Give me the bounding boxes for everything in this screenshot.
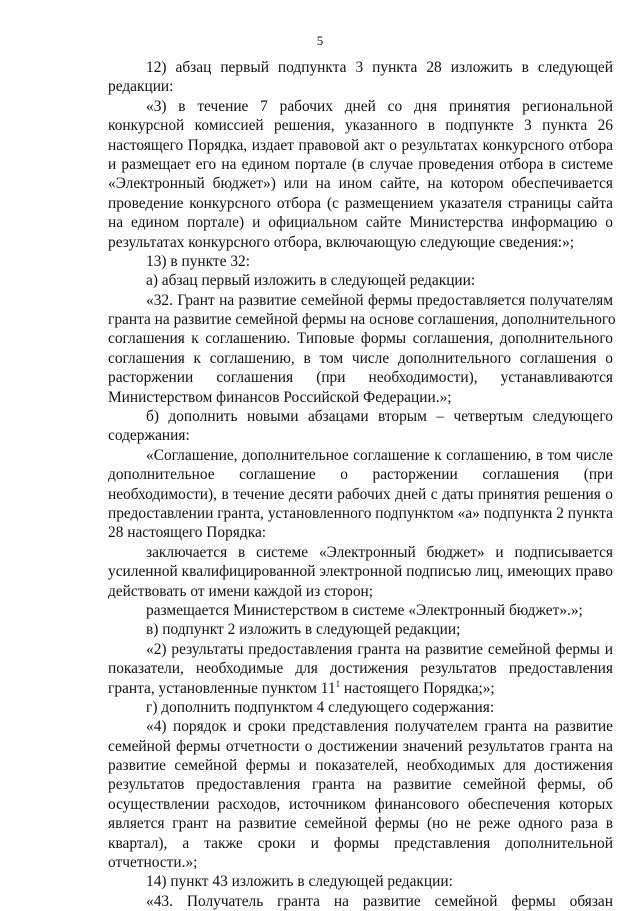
text-line: является грант на развитие семейной фермы (но не реже одного раза в bbox=[108, 815, 613, 833]
text-line: результатах конкурсного отбора, включающую следующие сведения:»; bbox=[108, 233, 575, 251]
document-body bbox=[108, 58, 616, 911]
text-line: «2) результаты предоставления гранта на развитие семейной фермы и bbox=[146, 640, 613, 658]
text-line bbox=[108, 679, 613, 698]
text-line: усиленной квалифицированной электронной подписью лиц, имеющих право bbox=[108, 563, 613, 581]
text-line: заключается в системе «Электронный бюджет» и подписывается bbox=[146, 543, 613, 561]
text-line: действовать от имени каждой из сторон; bbox=[108, 582, 374, 600]
text-line: соглашения к соглашению. Типовые формы соглашения, дополнительного bbox=[108, 330, 613, 348]
text-line: «Соглашение, дополнительное соглашение к соглашению, в том числе bbox=[146, 446, 613, 464]
text-line: а) абзац первый изложить в следующей редакции: bbox=[146, 272, 476, 290]
text-line: показатели, необходимые для достижения результатов предоставления bbox=[108, 660, 613, 678]
text-line: отчетности.»; bbox=[108, 854, 198, 872]
text-line: расторжении соглашения (при необходимости), устанавливаются bbox=[108, 369, 613, 387]
text-line: настоящего Порядка, издает правовой акт о результатах конкурсного отбора bbox=[108, 136, 613, 154]
text-line: 14) пункт 43 изложить в следующей редакции: bbox=[146, 873, 453, 891]
text-line: 12) абзац первый подпункта 3 пункта 28 изложить в следующей bbox=[146, 59, 613, 76]
text-line: осуществлении расходов, источником финансового обеспечения которых bbox=[108, 795, 613, 813]
text-line: б) дополнить новыми абзацами вторым – четвертым следующего bbox=[146, 408, 613, 426]
text-line: развитие семейной фермы и показателей, необходимых для достижения bbox=[108, 757, 613, 775]
text-line: необходимости), в течение десяти рабочих дней с даты принятия решения о bbox=[108, 485, 613, 503]
text-line: результатов предоставления гранта на развитие семейной фермы, об bbox=[108, 776, 613, 794]
text-line: «3) в течение 7 рабочих дней со дня принятия региональной bbox=[146, 97, 613, 115]
text-line-part: гранта, установленные пунктом 11 bbox=[108, 679, 336, 697]
text-line: семейной фермы отчетности о достижении значений результатов гранта на bbox=[108, 737, 613, 755]
text-line: «32. Грант на развитие семейной фермы предоставляется получателям bbox=[146, 291, 613, 309]
text-line: Министерством финансов Российской Федерации.»; bbox=[108, 388, 452, 406]
text-line: проведение конкурсного отбора (с размещением указателя страницы сайта bbox=[108, 194, 613, 212]
text-line: «4) порядок и сроки представления получателем гранта на развитие bbox=[146, 718, 613, 736]
text-line: 28 настоящего Порядка: bbox=[108, 524, 267, 542]
text-line: содержания: bbox=[108, 427, 190, 445]
page-number: 5 bbox=[316, 33, 324, 48]
text-line: г) дополнить подпунктом 4 следующего содержания: bbox=[146, 698, 495, 716]
text-line: 13) в пункте 32: bbox=[146, 252, 250, 270]
text-line: дополнительное соглашение о расторжении соглашения (при bbox=[108, 466, 613, 484]
text-line: конкурсной комиссией решения, указанного в подпункте 3 пункта 26 bbox=[108, 117, 613, 135]
text-line: гранта на развитие семейной фермы на основе соглашения, дополнительного bbox=[108, 311, 616, 329]
text-line-part: настоящего Порядка;»; bbox=[340, 679, 495, 697]
text-line: размещается Министерством в системе «Электронный бюджет».»; bbox=[146, 601, 583, 619]
text-line: в) подпункт 2 изложить в следующей редакции; bbox=[146, 621, 461, 639]
text-line: соглашения к соглашению, в том числе дополнительного соглашения о bbox=[108, 349, 613, 367]
text-line: квартал), а также сроки и формы представления дополнительной bbox=[108, 834, 613, 852]
text-line: предоставлении гранта, установленного подпунктом «а» подпункта 2 пункта bbox=[108, 504, 613, 522]
text-line: «43. Получатель гранта на развитие семейной фермы обязан bbox=[146, 892, 613, 910]
superscript: 1 bbox=[335, 678, 341, 689]
text-line: на едином портале) и официальном сайте Министерства информацию о bbox=[108, 214, 613, 232]
text-line: и размещает его на едином портале (в случае проведения отбора в системе bbox=[108, 155, 613, 173]
text-line: редакции: bbox=[108, 78, 174, 96]
text-line: «Электронный бюджет») или на ином сайте, на котором обеспечивается bbox=[108, 175, 613, 193]
